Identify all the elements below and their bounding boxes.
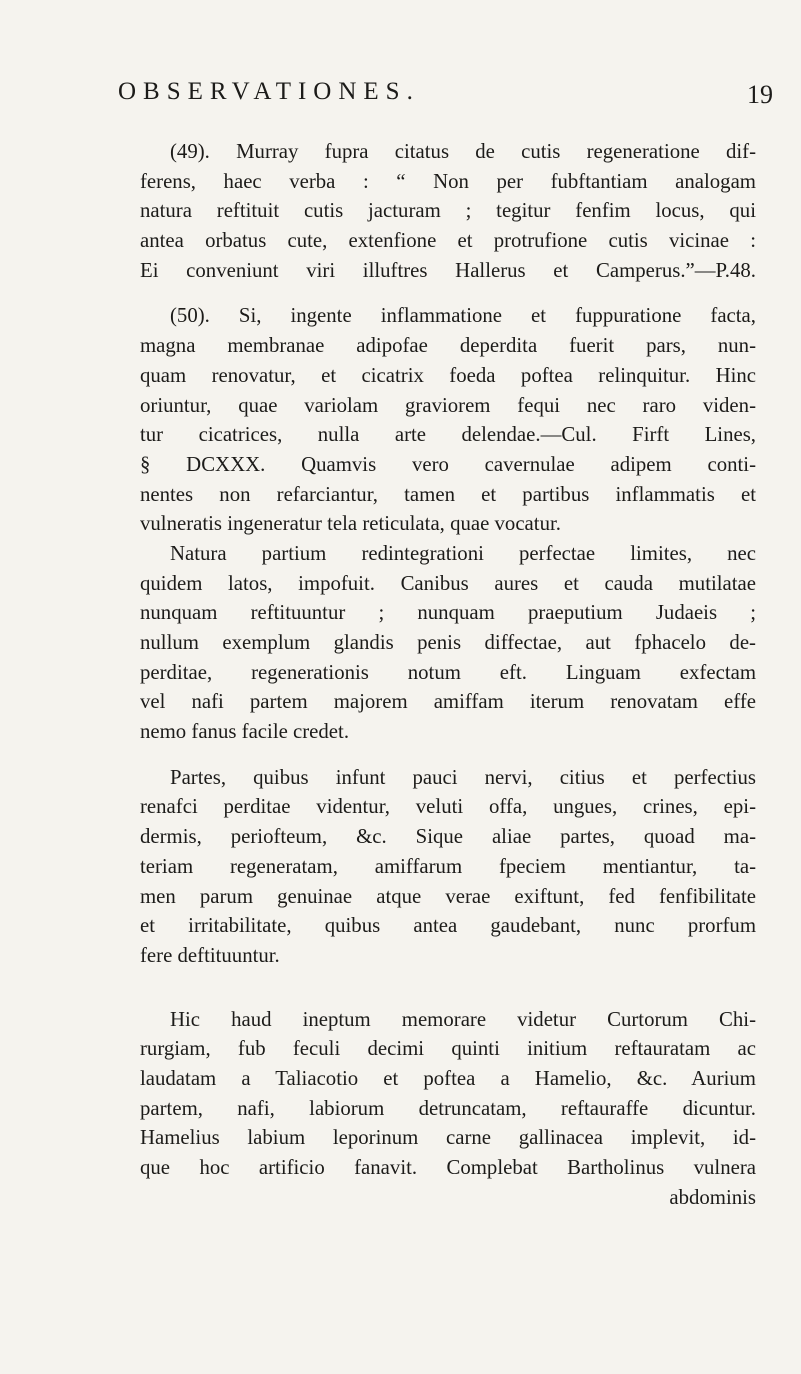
text-line: quidem latos, impofuit. Canibus aures et cauda mutilatae xyxy=(140,571,756,595)
text-line: dermis, periofteum, &c. Sique aliae partes, quoad ma- xyxy=(140,825,756,849)
text-line: vel nafi partem majorem amiffam iterum renovatam effe xyxy=(140,690,756,714)
paragraph-50 xyxy=(140,301,756,539)
text-line: vulneratis ingeneratur tela reticulata, quae vocatur. xyxy=(140,512,561,536)
catchword: abdominis xyxy=(669,1185,756,1209)
text-line: laudatam a Taliacotio et poftea a Hamelio, &c. Aurium xyxy=(140,1066,756,1090)
text-line: que hoc artificio fanavit. Complebat Bartholinus vulnera xyxy=(140,1156,756,1179)
paragraph-49 xyxy=(140,137,756,285)
text-line: nentes non refarciantur, tamen et partibus inflammatis et xyxy=(140,482,756,506)
text-line: renafci perditae videntur, veluti offa, ungues, crines, epi- xyxy=(140,795,756,819)
text-line: nunquam reftituuntur ; nunquam praeputium Judaeis ; xyxy=(140,601,756,625)
text-line: partem, nafi, labiorum detruncatam, reftauraffe dicuntur. xyxy=(140,1096,756,1120)
text-line: Hic haud ineptum memorare videtur Curtorum Chi- xyxy=(170,1007,756,1031)
text-line: quam renovatur, et cicatrix foeda poftea relinquitur. Hinc xyxy=(140,363,756,387)
text-line: fere deftituuntur. xyxy=(140,943,280,967)
text-line: magna membranae adipofae deperdita fuerit pars, nun- xyxy=(140,334,756,358)
text-line: Natura partium redintegrationi perfectae limites, nec xyxy=(170,541,756,565)
page-number: 19 xyxy=(747,80,773,109)
text-line: antea orbatus cute, extenfione et protrufione cutis vicinae : xyxy=(140,229,756,253)
running-head: OBSERVATIONES. xyxy=(118,78,420,105)
text-line: § DCXXX. Quamvis vero cavernulae adipem conti- xyxy=(140,452,756,476)
text-line: Ei conveniunt viri illuftres Hallerus et Camperus.”—P.48. xyxy=(140,258,756,282)
text-line: rurgiam, fub feculi decimi quinti initium reftauratam ac xyxy=(140,1037,756,1061)
page-header xyxy=(118,78,778,118)
text-line: nemo fanus facile credet. xyxy=(140,720,350,744)
text-line: perditae, regenerationis notum eft. Linguam exfectam xyxy=(140,660,756,684)
text-line: (49). Murray fupra citatus de cutis regeneratione dif- xyxy=(170,140,756,163)
paragraph-hic xyxy=(140,1005,756,1213)
text-line: oriuntur, quae variolam graviorem fequi nec raro viden- xyxy=(140,393,756,417)
text-line: natura reftituit cutis jacturam ; tegitur fenfim locus, qui xyxy=(140,199,756,223)
text-line: teriam regeneratam, amiffarum fpeciem mentiantur, ta- xyxy=(140,854,756,878)
text-line: et irritabilitate, quibus antea gaudebant, nunc prorfum xyxy=(140,914,756,938)
text-line: nullum exemplum glandis penis diffectae, aut fphacelo de- xyxy=(140,631,756,654)
text-line: (50). Si, ingente inflammatione et fuppuratione facta, xyxy=(170,304,756,328)
text-line: Hamelius labium leporinum carne gallinacea implevit, id- xyxy=(140,1126,756,1150)
text-line: Partes, quibus infunt pauci nervi, citius et perfectius xyxy=(170,765,756,789)
text-line: men parum genuinae atque verae exiftunt, fed fenfibilitate xyxy=(140,884,756,908)
paragraph-natura xyxy=(140,539,756,747)
paragraph-partes xyxy=(140,763,756,971)
text-line: tur cicatrices, nulla arte delendae.—Cul. Firft Lines, xyxy=(140,423,756,447)
text-line: ferens, haec verba : “ Non per fubftantiam analogam xyxy=(140,169,756,193)
body-text xyxy=(140,137,756,1212)
